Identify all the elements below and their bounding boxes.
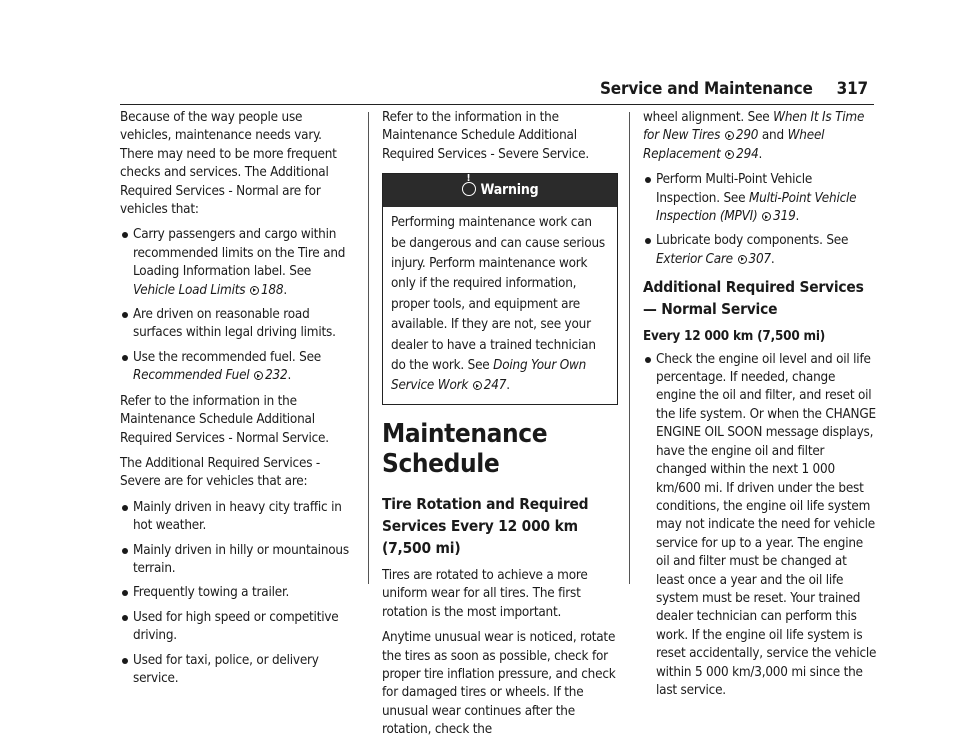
- cross-reference-link[interactable]: When It Is Time for New Tires: [643, 110, 865, 144]
- intro-paragraph: Because of the way people use vehicles, maintenance needs vary. There may need to be more frequent checks and services. The Additional Required Services - Normal are for vehicles that:: [120, 110, 337, 218]
- header-rule: [120, 104, 874, 105]
- column-3: [643, 109, 877, 707]
- interval-heading: Every 12 000 km (7,500 mi): [643, 329, 826, 345]
- page-ref[interactable]: 307: [748, 251, 771, 267]
- column-divider-1: [368, 112, 369, 584]
- page-ref[interactable]: 290: [735, 128, 759, 144]
- cross-reference-link[interactable]: Vehicle Load Limits: [133, 282, 246, 298]
- paragraph: The Additional Required Services - Severe are for vehicles that are:: [120, 455, 321, 490]
- column-2: [382, 109, 618, 747]
- cross-reference-link[interactable]: Recommended Fuel: [133, 368, 250, 384]
- severe-conditions-list: [120, 499, 356, 689]
- list-item: Mainly driven in heavy city traffic in hot weather.: [120, 499, 356, 536]
- warning-header: [383, 174, 617, 207]
- normal-conditions-list: [120, 226, 356, 385]
- paragraph: Refer to the information in the Maintenance Schedule Additional Required Services - Severe Service.: [382, 110, 590, 162]
- page-ref[interactable]: 188: [260, 282, 284, 298]
- list-item: Check the engine oil level and oil life percentage. If needed, change engine the oil and filter, and reset oil the life system. Or when the CHANGE ENGINE OIL SOON message displays, have the engine oil and filter changed within the next 1 000 km/600 mi. If driven under the best conditions, the engine oil life system may not indicate the need for vehicle service for up to a year. The engine oil and filter must be changed at least once a year and the oil life system must be reset. Your trained dealer technician can perform this work. If the engine oil life system is reset accidentally, service the vehicle within 5 000 km/3,000 mi since the last service.: [643, 351, 877, 701]
- cross-reference-link[interactable]: Doing Your Own Service Work: [391, 358, 587, 394]
- cross-reference-link[interactable]: Wheel Replacement: [643, 128, 825, 162]
- inspection-list: [643, 171, 877, 269]
- paragraph: Tires are rotated to achieve a more uniform wear for all tires. The first rotation is the most important.: [382, 567, 588, 620]
- page-reference-icon: [254, 371, 263, 380]
- warning-icon: [462, 182, 476, 196]
- paragraph: Refer to the information in the Maintenance Schedule Additional Required Services - Normal Service.: [120, 393, 329, 446]
- page-ref[interactable]: 294: [736, 146, 759, 162]
- section-heading: Maintenance Schedule: [382, 418, 548, 479]
- normal-service-list: [643, 351, 877, 701]
- page-reference-icon: [473, 381, 482, 390]
- warning-box: [382, 173, 618, 405]
- page-reference-icon: [725, 131, 734, 140]
- list-item: Mainly driven in hilly or mountainous terrain.: [120, 542, 356, 579]
- continued-paragraph: wheel alignment. See When It Is Time for New Tires 290 and Wheel Replacement 294.: [643, 110, 865, 162]
- list-item: Are driven on reasonable road surfaces within legal driving limits.: [120, 306, 356, 343]
- page-reference-icon: [738, 255, 747, 264]
- page-ref[interactable]: 247: [483, 378, 507, 394]
- page-reference-icon: [762, 212, 771, 221]
- page-reference-icon: [725, 150, 734, 159]
- page-ref[interactable]: 232: [265, 368, 288, 384]
- section-title: Service and Maintenance: [599, 79, 813, 99]
- list-item: Frequently towing a trailer.: [120, 584, 356, 602]
- page-header: [600, 79, 868, 99]
- page-reference-icon: [250, 286, 259, 295]
- list-item: Use the recommended fuel. See Recommended Fuel 232.: [120, 349, 356, 386]
- list-item: Used for high speed or competitive driving.: [120, 609, 356, 646]
- warning-body: Performing maintenance work can be dangerous and can cause serious injury. Perform maintenance work only if the required information, proper tools, and equipment are available. If they are not, see your dealer to have a trained technician do the work. See Doing Your Own Service Work 247.: [391, 215, 605, 394]
- list-item: Carry passengers and cargo within recommended limits on the Tire and Loading Information label. See Vehicle Load Limits 188.: [120, 226, 356, 300]
- cross-reference-link[interactable]: Exterior Care: [656, 251, 733, 267]
- paragraph: Anytime unusual wear is noticed, rotate the tires as soon as possible, check for proper tire inflation pressure, and check for damaged tires or wheels. If the unusual wear continues after the rotation, check the: [382, 630, 616, 738]
- list-item: Perform Multi-Point Vehicle Inspection. See Multi-Point Vehicle Inspection (MPVI) 319.: [643, 171, 877, 226]
- subsection-heading: Additional Required Services — Normal Service: [643, 278, 864, 319]
- list-item: Used for taxi, police, or delivery service.: [120, 652, 356, 689]
- page-ref[interactable]: 319: [773, 209, 796, 225]
- column-divider-2: [629, 112, 630, 584]
- cross-reference-link[interactable]: Multi-Point Vehicle Inspection (MPVI): [656, 190, 857, 225]
- list-item: Lubricate body components. See Exterior Care 307.: [643, 232, 877, 269]
- subsection-heading: Tire Rotation and Required Services Every 12 000 km (7,500 mi): [382, 494, 589, 557]
- page-number: 317: [836, 79, 868, 99]
- column-1: [120, 109, 356, 695]
- warning-title: Warning: [480, 182, 539, 199]
